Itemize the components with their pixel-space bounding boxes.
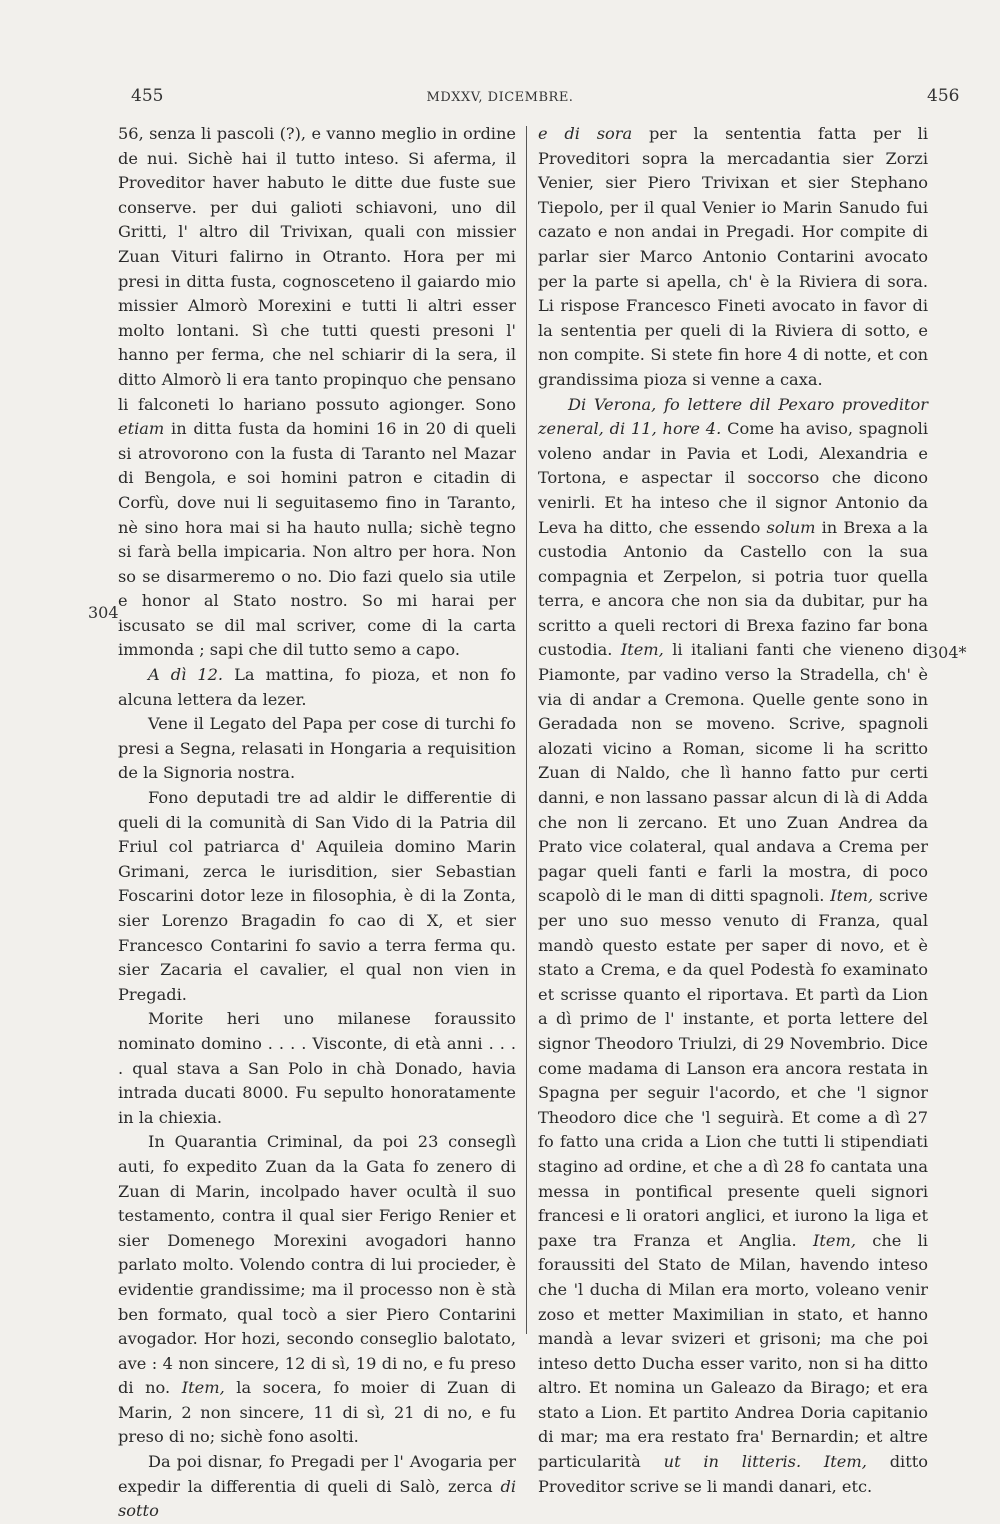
page-number-left: 455 xyxy=(131,86,164,106)
margin-number-left: 304 xyxy=(88,603,119,622)
paragraph: A dì 12. La mattina, fo pioza, et non fo alcuna lettera da lezer. xyxy=(118,665,516,709)
paragraph: e di sora per la sententia fatta per li Proveditori sopra la mercadantia sier Zorzi Venier, sier Piero Trivixan et sier Stephano Tiepolo, per il qual Venier io Marin Sanudo fui cazato e non andai in Pregadi. Hor compite di parlar sier Marco Antonio Contarini avocato per la parte si apella, ch' è la Riviera di sora. Li rispose Francesco Fineti avocato in favor di la sententia per queli di la Riviera di sotto, e non compite. Si stete fin hore 4 di notte, et con grandissima pioza si venne a caxa. xyxy=(538,124,928,389)
paragraph: Fono deputadi tre ad aldir le differentie di queli di la comunità di San Vido di la Patria dil Friul col patriarca d' Aquileia domino Marin Grimani, zerca le iurisdition, sier Sebastian Foscarini dotor leze in filosophia, è di la Zonta, sier Lorenzo Bragadin fo cao di X, et sier Francesco Contarini fo savio a terra ferma qu. sier Zacaria el cavalier, el qual non vien in Pregadi. xyxy=(118,788,516,1004)
margin-number-right: 304* xyxy=(928,643,967,662)
page-number-right: 456 xyxy=(927,86,960,106)
paragraph: In Quarantia Criminal, da poi 23 conseglì auti, fo expedito Zuan da la Gata fo zenero di Zuan di Marin, incolpado haver ocultà il suo testamento, contra il qual sier Ferigo Renier et sier Domenego Morexini avogadori hanno parlato molto. Volendo contra di lui procieder, è evidentie grandissime; ma il processo non è stà ben formato, qual tocò a sier Piero Contarini avogador. Hor hozi, secondo conseglio balotato, ave : 4 non sincere, 12 di sì, 19 di no, e fu preso di no. Item, la socera, fo moier di Zuan di Marin, 2 non sincere, 11 di sì, 21 di no, e fu preso di no; sichè fono asolti. xyxy=(118,1132,516,1447)
paragraph: Da poi disnar, fo Pregadi per l' Avogaria per expedir la differentia di queli di Salò, zerca di sotto xyxy=(118,1452,516,1521)
column-divider xyxy=(526,126,527,1334)
paragraph: Vene il Legato del Papa per cose di turchi fo presi a Segna, relasati in Hongaria a requisition de la Signoria nostra. xyxy=(118,714,516,783)
paragraph: 56, senza li pascoli (?), e vanno meglio in ordine de nui. Sichè hai il tutto inteso. Si aferma, il Proveditor haver habuto le ditte due fuste sue conserve. per dui galioti schiavoni, uno dil Gritti, l' altro dil Trivixan, quali con missier Zuan Vituri falirno in Otranto. Hora per mi presi in ditta fusta, cognosceteno il gaiardo mio missier Almorò Morexini e tutti li altri esser molto lontani. Sì che tutti questi presoni l' hanno per ferma, che nel schiarir di la sera, il ditto Almorò li era tanto propinquo che pensano li falconeti lo hariano possuto agionger. Sono etiam in ditta fusta da homini 16 in 20 di queli si atrovorono con la fusta di Taranto nel Mazar di Bengola, e soi homini patron e citadin di Corfù, dove nui li seguitasemo fino in Taranto, nè sino hora mai si ha hauto nulla; sichè tegno si farà bella impicaria. Non altro per hora. Non so se disarmeremo o no. Dio fazi quelo sia utile e honor al Stato nostro. So mi harai per iscusato se dil mal scriver, come di la carta immonda ; sapi che dil tutto semo a capo. xyxy=(118,124,516,660)
running-title: MDXXV, DICEMBRE. xyxy=(426,90,574,105)
right-column xyxy=(538,122,928,1499)
paragraph: Morite heri uno milanese foraussito nominato domino . . . . Visconte, di età anni . . . . qual stava a San Polo in chà Donado, havia intrada ducati 8000. Fu sepulto honoratamente in la chiexia. xyxy=(118,1009,516,1127)
left-column xyxy=(118,122,516,1524)
paragraph: Di Verona, fo lettere dil Pexaro proveditor zeneral, di 11, hore 4. Come ha aviso, spagnoli voleno andar in Pavia et Lodi, Alexandria e Tortona, e aspectar il soccorso che dicono venirli. Et ha inteso che il signor Antonio da Leva ha ditto, che essendo solum in Brexa a la custodia Antonio da Castello con la sua compagnia et Zerpelon, si potria tuor quella terra, e ancora che non sia da dubitar, pur ha scritto a queli rectori di Brexa fazino far bona custodia. Item, li italiani fanti che vieneno di Piamonte, par vadino verso la Stradella, ch' è via di andar a Cremona. Quelle gente sono in Geradada non se moveno. Scrive, spagnoli alozati vicino a Roman, sicome li ha scritto Zuan di Naldo, che lì hanno fatto pur certi danni, e non lassano passar alcun di là di Adda che non li zercano. Et uno Zuan Andrea da Prato vice colateral, qual andava a Crema per pagar queli fanti e farli la mostra, di poco scapolò di le man di ditti spagnoli. Item, scrive per uno suo messo venuto di Franza, qual mandò questo estate per saper di novo, et è stato a Crema, e da quel Podestà fo examinato et scrisse quanto el riportava. Et partì da Lion a dì primo de l' instante, et porta lettere del signor Theodoro Triulzi, di 29 Novembrio. Dice come madama di Lanson era ancora restata in Spagna per seguir l'acordo, et che 'l signor Theodoro dice che 'l seguirà. Et come a dì 27 fo fatto una crida a Lion che tutti li stipendiati stagino ad ordine, et che a dì 28 fo cantata una messa in pontifical presente queli signori francesi e li oratori anglici, et iurono la liga et paxe tra Franza et Anglia. Item, che li foraussiti del Stato de Milan, havendo inteso che 'l ducha di Milan era morto, voleano venir zoso et metter Maximilian in stato, et hanno mandà a levar svizeri et grisoni; ma che poi inteso detto Ducha esser varito, non si ha ditto altro. Et nomina un Galeazo da Birago; et era stato a Lion. Et partito Andrea Doria capitanio di mar; ma era restato fra' Bernardin; et altre particularità ut in litteris. Item, ditto Proveditor scrive se li mandi danari, etc. xyxy=(538,394,929,1496)
